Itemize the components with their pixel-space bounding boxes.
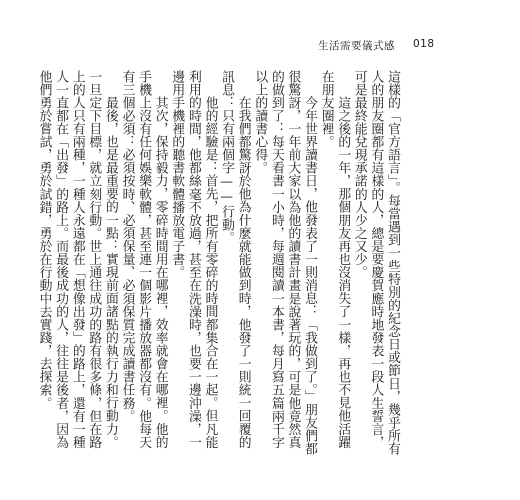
paragraph: 在我們都驚訝於他為什麼就能做到時，他發了一則統一回覆的訊息：只有兩個字——行動。 (219, 70, 251, 449)
page-number: 018 (413, 38, 435, 50)
paragraph: 他的經驗是：首先，把所有零碎的時間都集合在一起。但凡能利用的時間，他都絲毫不放過，甚至在洗澡時，也要一邊沖澡，一邊用手機裡的聽書軟體播放電子書。 (169, 70, 218, 449)
paragraph: 最後，也是最重要的一點：實現前面諸點的執行力和行動力。一旦定下目標，就立刻行動。世上通往成功的路有很多條，但在路上的人只有兩種，一種人永遠都在「想像出發」的路上，還有一種人一直都在「出發」的路上。而最後成功的人，往往是後者，因為他們勇於嘗試，勇於試錯，勇於在行動中去實踐，去探索。 (36, 70, 118, 449)
paragraph: 今年世界讀書日，他發表了一則消息：「我做到了。」朋友們都很驚訝，一年前大家以為他的讀書計畫是說著玩的，可是他竟然真的做到了：每天看書一小時，每週閱讀一本書，每月寫五篇兩千字以上的讀書心得。 (252, 70, 318, 455)
chapter-title: 生活需要儀式感 (318, 40, 395, 52)
paragraph: 其次，保持毅力，零碎時間用在哪裡，效率就會在哪裡。他的手機上沒有任何娛樂軟體，甚至連一個影片播放器都沒有。他每天有三個必須：必須按時、必須保量、必須保質完成讀書任務。 (119, 70, 168, 449)
paragraph: 這樣的「官方語言」。每當遇到一些特別的紀念日或節日，幾乎所有人的朋友圈都有這樣的人，總是要慶賀應時地發表一段人生誓言，可是最終能兌現承諾的人少之又少。 (351, 70, 400, 456)
body-text (36, 70, 400, 460)
running-header (318, 38, 435, 53)
paragraph: 這之後的一年，那個朋友再也沒消失了一樣，再也不見他活躍在朋友圈裡。 (318, 70, 351, 449)
